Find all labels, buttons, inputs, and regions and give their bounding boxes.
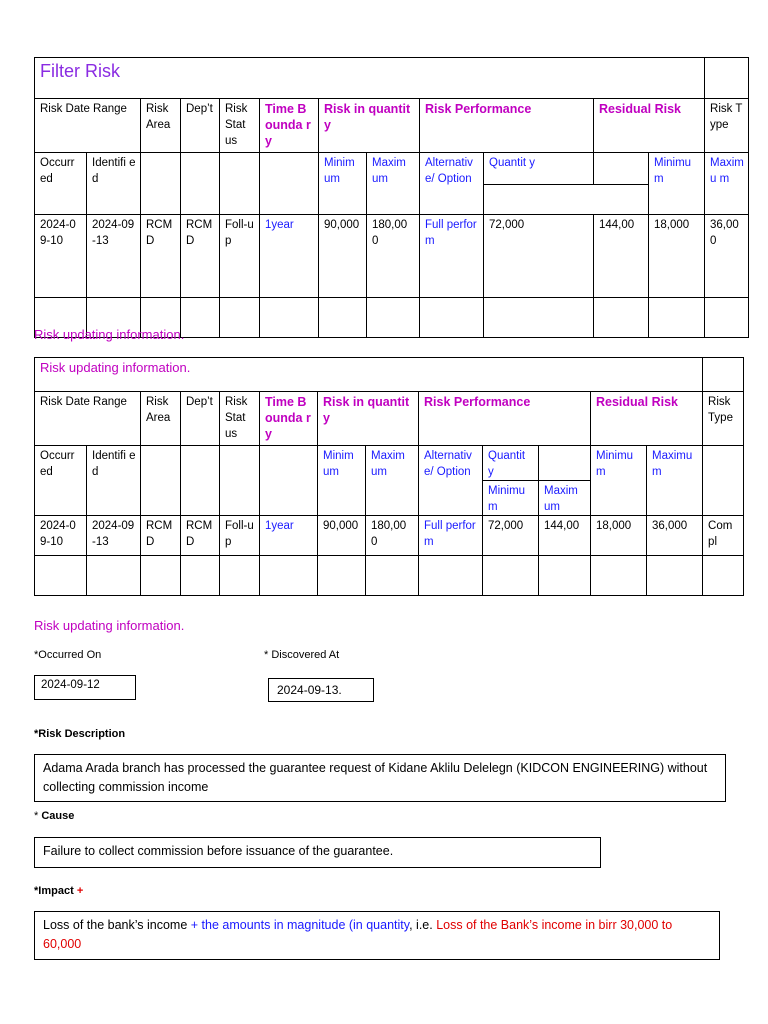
filter-risk-table [34,57,749,338]
empty-cell [647,556,703,596]
cause-label [34,810,74,822]
header-area: Risk Area [141,99,181,153]
sub-res-max: Maximu m [705,153,749,215]
empty-cell [703,446,744,516]
required-star: * [34,810,42,822]
empty-cell [366,556,419,596]
header-status: Risk Stat us [220,99,260,153]
section-title: Risk updating information. [34,327,185,342]
empty-cell [419,556,483,596]
risk-description-label: *Risk Description [34,728,126,740]
cell-min: 90,000 [318,516,366,556]
empty-cell [703,556,744,596]
sub-min: Minim um [318,446,366,516]
cell-res-min: 18,000 [591,516,647,556]
header-risk-type: Risk Type [705,99,749,153]
cause-label-text: Cause [41,810,75,822]
empty-cell [181,298,220,338]
empty-cell [483,556,539,596]
sub-alternative: Alternativ e/ Option [419,446,483,516]
occurred-on-field[interactable]: 2024-09-12 [34,675,136,700]
sub-quantity: Quantit y [484,153,594,185]
empty-cell [220,446,260,516]
header-dept: Dep’t [181,99,220,153]
cell-status: Foll-up [220,215,260,298]
empty-cell [87,556,141,596]
impact-plus: + [76,885,84,897]
header-date-range: Risk Date Range [35,392,141,446]
header-date-range: Risk Date Range [35,99,141,153]
sub-perf-min: Minimu m [483,481,539,516]
header-time-boundary: Time Bounda ry [260,99,319,153]
cell-min: 90,000 [319,215,367,298]
empty-cell [594,153,649,185]
risk-update-table [34,357,744,596]
empty-cell [181,556,220,596]
header-risk-performance: Risk Performance [419,392,591,446]
cell-area: RCM D [141,215,181,298]
empty-cell [220,298,260,338]
empty-cell [705,58,749,99]
cell-alternative: Full perform [420,215,484,298]
cell-time: 1year [260,215,319,298]
risk-description-field[interactable]: Adama Arada branch has processed the guarantee request of Kidane Aklilu Delelegn (KIDCON ENGINEERING) without collecting commission income [34,754,726,802]
empty-cell [141,446,181,516]
empty-cell [181,446,220,516]
header-dept: Dep’t [181,392,220,446]
discovered-at-label: * Discovered At [264,649,340,661]
header-time-boundary: Time Bounda ry [260,392,318,446]
cell-max: 180,00 0 [367,215,420,298]
cause-field[interactable]: Failure to collect commission before issuance of the guarantee. [34,837,601,868]
impact-text-3: , i.e. [409,918,437,932]
cell-alternative: Full perform [419,516,483,556]
discovered-at-field[interactable]: 2024-09-13. [268,678,374,702]
empty-cell [367,298,420,338]
sub-perf-max: Maxim um [539,481,591,516]
cell-identified: 2024-09-13 [87,516,141,556]
header-area: Risk Area [141,392,181,446]
table-title: Risk updating information. [35,358,703,392]
impact-text-4: Loss of the Bank’s income in birr 30,000 to 60,000 [43,918,673,951]
cell-type: Com pl [703,516,744,556]
sub-alternative: Alternativ e/ Option [420,153,484,215]
occurred-on-label: *Occurred On [34,649,102,661]
sub-max: Maxim um [366,446,419,516]
impact-label [34,885,83,897]
empty-cell [705,298,749,338]
cell-area: RCM D [141,516,181,556]
empty-cell [220,556,260,596]
sub-occurred: Occurr ed [35,153,87,215]
empty-cell [181,153,220,215]
cell-occurred: 2024-09-10 [35,516,87,556]
empty-cell [141,153,181,215]
empty-cell [539,446,591,481]
empty-cell [220,153,260,215]
cell-status: Foll-up [220,516,260,556]
cell-dept: RCM D [181,215,220,298]
sub-res-max: Maximu m [647,446,703,516]
empty-cell [260,298,319,338]
header-risk-quantity: Risk in quantity [319,99,420,153]
empty-cell [141,556,181,596]
header-risk-performance: Risk Performance [420,99,594,153]
cell-time: 1year [260,516,318,556]
cell-perf-max: 144,00 [594,215,649,298]
cell-identified: 2024-09-13 [87,215,141,298]
empty-cell [420,298,484,338]
sub-identified: Identifi ed [87,446,141,516]
sub-max: Maxim um [367,153,420,215]
cell-dept: RCM D [181,516,220,556]
sub-quantity: Quantit y [483,446,539,481]
empty-cell [703,358,744,392]
cell-quantity: 72,000 [484,215,594,298]
sub-identified: Identifi ed [87,153,141,215]
empty-cell [649,298,705,338]
header-risk-type: Risk Type [703,392,744,446]
sub-res-min: Minimu m [591,446,647,516]
sub-res-min: Minimu m [649,153,705,215]
header-residual-risk: Residual Risk [591,392,703,446]
empty-cell [318,556,366,596]
cell-res-min: 18,000 [649,215,705,298]
empty-cell [539,556,591,596]
empty-cell [591,556,647,596]
empty-cell [319,298,367,338]
empty-cell [260,446,318,516]
empty-cell [260,153,319,215]
table-title: Filter Risk [35,58,705,99]
cell-perf-max: 144,00 [539,516,591,556]
empty-cell [484,298,594,338]
empty-cell [594,298,649,338]
cell-res-max: 36,000 [647,516,703,556]
header-residual-risk: Residual Risk [594,99,705,153]
section-title: Risk updating information. [34,618,185,633]
sub-min: Minim um [319,153,367,215]
cell-res-max: 36,000 [705,215,749,298]
impact-text-2: + the amounts in magnitude (in quantity [190,918,410,932]
impact-text-1: Loss of the bank’s income [43,918,191,932]
cell-quantity: 72,000 [483,516,539,556]
cell-max: 180,00 0 [366,516,419,556]
impact-field[interactable] [34,911,720,960]
sub-occurred: Occurr ed [35,446,87,516]
header-status: Risk Stat us [220,392,260,446]
header-risk-quantity: Risk in quantity [318,392,419,446]
empty-cell [260,556,318,596]
cell-occurred: 2024-09-10 [35,215,87,298]
impact-label-text: *Impact [34,885,74,897]
empty-cell [35,556,87,596]
